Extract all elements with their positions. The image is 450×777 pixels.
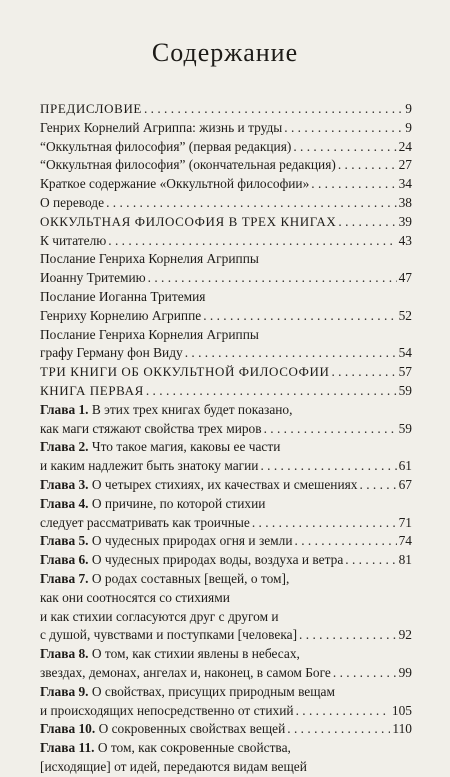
toc-entry-title — [40, 213, 336, 232]
toc-entry-title — [40, 683, 335, 702]
toc-entry-title — [40, 307, 201, 326]
toc-entry-text: О четырех стихиях, их качествах и смешениях — [88, 476, 358, 492]
dot-leader — [299, 626, 397, 645]
dot-leader — [185, 344, 397, 363]
toc-entry-text: ТРИ КНИГИ ОБ ОККУЛЬТНОЙ ФИЛОСОФИИ — [40, 364, 330, 380]
dot-leader — [311, 175, 396, 194]
toc-entry — [40, 307, 412, 326]
toc-entry-text: “Оккультная философия” (первая редакция) — [40, 138, 292, 154]
toc-entry-text: Иоанну Тритемию — [40, 270, 146, 286]
page-number: 34 — [398, 176, 412, 192]
toc-entry — [40, 420, 412, 439]
toc-entry-title — [40, 138, 291, 157]
toc-entry-title — [40, 269, 146, 288]
chapter-label: Глава 3. — [40, 476, 89, 492]
toc-entry — [40, 344, 412, 363]
toc-entry-title — [40, 589, 230, 608]
toc-entry-title — [40, 664, 331, 683]
page-number: 74 — [398, 533, 412, 549]
toc-entry-title — [40, 156, 336, 175]
toc-entry — [40, 269, 412, 288]
page-number: 81 — [398, 552, 412, 568]
toc-entry — [40, 720, 412, 739]
toc-entry — [40, 551, 412, 570]
toc-entry — [40, 194, 412, 213]
toc-entry-text: и каким надлежит быть знатоку магии — [40, 458, 259, 474]
toc-entry — [40, 608, 412, 627]
toc-entry-title — [40, 570, 289, 589]
toc-entry-title — [40, 720, 285, 739]
toc-entry-text: В этих трех книгах будет показано, — [88, 401, 293, 417]
toc-entry-title — [40, 551, 343, 570]
dot-leader — [333, 664, 397, 683]
toc-entry-text: ОККУЛЬТНАЯ ФИЛОСОФИЯ В ТРЕХ КНИГАХ — [40, 213, 337, 229]
chapter-label: Глава 5. — [40, 533, 89, 549]
toc-entry-title — [40, 232, 106, 251]
page-number: 59 — [398, 420, 412, 436]
toc-entry-text: Генрих Корнелий Агриппа: жизнь и труды — [40, 119, 283, 135]
dot-leader — [146, 382, 397, 401]
toc-entry-text: О чудесных природах огня и земли — [88, 533, 293, 549]
toc-entry-title — [40, 420, 262, 439]
toc-entry-text: О родах составных [вещей, о том], — [88, 570, 290, 586]
toc-entry-title — [40, 758, 307, 777]
toc-entry-title — [40, 344, 183, 363]
toc-entry-title — [40, 288, 205, 307]
dot-leader — [252, 514, 397, 533]
toc-entry-text: Что такое магия, каковы ее части — [88, 439, 281, 455]
toc-entry-title — [40, 608, 279, 627]
toc-entry — [40, 532, 412, 551]
toc-entry-text: О том, как стихии явлены в небесах, — [88, 646, 300, 662]
dot-leader — [296, 702, 390, 721]
toc-entry-title — [40, 495, 265, 514]
chapter-label: Глава 10. — [40, 721, 96, 737]
page-number: 71 — [398, 514, 412, 530]
chapter-label: Глава 11. — [40, 740, 95, 756]
toc-entry-text: О чудесных природах воды, воздуха и ветра — [88, 552, 344, 568]
dot-leader — [264, 420, 397, 439]
dot-leader — [287, 720, 390, 739]
toc-entry — [40, 250, 412, 269]
page-number: 9 — [405, 101, 412, 116]
toc-entry — [40, 570, 412, 589]
toc-entry-title — [40, 645, 300, 664]
toc-entry-text: как они соотносятся со стихиями — [40, 589, 230, 605]
toc-entry-text: Генриху Корнелию Агриппе — [40, 307, 202, 323]
toc-entry-text: [исходящие] от идей, передаются видам вещей — [40, 758, 307, 774]
chapter-label: Глава 8. — [40, 646, 89, 662]
toc-entry — [40, 213, 412, 232]
dot-leader — [260, 457, 396, 476]
dot-leader — [144, 100, 403, 119]
toc-entry-text: “Оккультная философия” (окончательная редакция) — [40, 157, 336, 173]
toc-entry-title — [40, 626, 297, 645]
toc-entry-text: ПРЕДИСЛОВИЕ — [40, 101, 142, 116]
toc-entry — [40, 288, 412, 307]
toc-entry-text: как маги стяжают свойства трех миров — [40, 420, 262, 436]
chapter-label: Глава 9. — [40, 683, 89, 699]
page-number: 43 — [398, 232, 412, 248]
toc-entry — [40, 514, 412, 533]
toc-entry — [40, 119, 412, 138]
toc-entry-text: звездах, демонах, ангелах и, наконец, в самом Боге — [40, 664, 331, 680]
dot-leader — [108, 232, 396, 251]
page-number: 27 — [398, 157, 412, 173]
toc-entry — [40, 138, 412, 157]
dot-leader — [338, 156, 397, 175]
page-number: 57 — [398, 364, 412, 380]
toc-entry-title — [40, 438, 280, 457]
toc-entry — [40, 363, 412, 382]
page-number: 105 — [391, 702, 412, 718]
toc-entry-text: Послание Генриха Корнелия Агриппы — [40, 251, 259, 267]
toc-entry-text: О сокровенных свойствах вещей — [95, 721, 286, 737]
toc-entry — [40, 382, 412, 401]
toc-entry — [40, 758, 412, 777]
toc-entry-title — [40, 382, 144, 401]
toc-entry-text: О причине, по которой стихии — [88, 495, 266, 511]
dot-leader — [295, 532, 397, 551]
page-number: 92 — [398, 627, 412, 643]
toc-entry-text: и как стихии согласуются друг с другом и — [40, 608, 279, 624]
toc-entry-text: О свойствах, присущих природным вещам — [88, 683, 335, 699]
toc-entry — [40, 156, 412, 175]
page-number: 67 — [398, 476, 412, 492]
chapter-label: Глава 1. — [40, 401, 89, 417]
dot-leader — [360, 476, 397, 495]
toc-entry-text: О том, как сокровенные свойства, — [94, 740, 291, 756]
toc-entry — [40, 100, 412, 119]
toc-entry-title — [40, 739, 291, 758]
toc-entry — [40, 438, 412, 457]
toc-entry-text: Краткое содержание «Оккультной философии» — [40, 176, 310, 192]
dot-leader — [203, 307, 396, 326]
toc-entry-text: следует рассматривать как троичные — [40, 514, 250, 530]
toc-entry-title — [40, 457, 258, 476]
toc-entry-title — [40, 194, 104, 213]
page-number: 59 — [398, 382, 412, 398]
toc-entry — [40, 626, 412, 645]
page-number: 61 — [398, 458, 412, 474]
toc-entry-title — [40, 250, 259, 269]
toc-entry-text: графу Герману фон Виду — [40, 345, 183, 361]
page-number: 24 — [398, 138, 412, 154]
toc-entry — [40, 739, 412, 758]
toc-entry — [40, 232, 412, 251]
toc-entry — [40, 702, 412, 721]
toc-entry-text: Послание Иоганна Тритемия — [40, 288, 206, 304]
toc-entry-title — [40, 702, 294, 721]
dot-leader — [293, 138, 396, 157]
toc-entry-title — [40, 476, 358, 495]
toc-entry-text: Послание Генриха Корнелия Агриппы — [40, 326, 259, 342]
page-number: 52 — [398, 307, 412, 323]
toc-entry — [40, 476, 412, 495]
page-number: 38 — [398, 194, 412, 210]
toc-entry — [40, 401, 412, 420]
toc-entry-title — [40, 119, 282, 138]
toc-entry — [40, 457, 412, 476]
toc-entry-title — [40, 514, 250, 533]
dot-leader — [345, 551, 396, 570]
toc-entry-title — [40, 326, 259, 345]
dot-leader — [284, 119, 403, 138]
toc-entry-title — [40, 100, 142, 119]
page-number: 39 — [398, 213, 412, 229]
toc-entry — [40, 589, 412, 608]
page-number: 99 — [398, 664, 412, 680]
toc-entry — [40, 683, 412, 702]
toc-entry — [40, 645, 412, 664]
dot-leader — [338, 213, 396, 232]
toc-entry-title — [40, 175, 309, 194]
toc-entry-text: О переводе — [40, 194, 105, 210]
table-of-contents — [40, 100, 412, 777]
toc-entry-text: и происходящих непосредственно от стихий — [40, 702, 294, 718]
dot-leader — [331, 363, 396, 382]
chapter-label: Глава 6. — [40, 552, 89, 568]
page-number: 47 — [398, 270, 412, 286]
page-number: 54 — [398, 345, 412, 361]
page-number: 110 — [392, 721, 412, 737]
chapter-label: Глава 7. — [40, 570, 89, 586]
chapter-label: Глава 2. — [40, 439, 89, 455]
toc-entry — [40, 664, 412, 683]
dot-leader — [148, 269, 397, 288]
toc-entry-text: К читателю — [40, 232, 107, 248]
page-number: 9 — [405, 119, 412, 135]
toc-entry-title — [40, 532, 293, 551]
toc-entry — [40, 495, 412, 514]
toc-entry — [40, 175, 412, 194]
toc-entry-title — [40, 363, 329, 382]
page-title: Содержание — [151, 38, 299, 67]
toc-entry-text: с душой, чувствами и поступками [человека] — [40, 627, 298, 643]
toc-entry-title — [40, 401, 292, 420]
toc-entry-text: КНИГА ПЕРВАЯ — [40, 382, 144, 398]
dot-leader — [106, 194, 397, 213]
chapter-label: Глава 4. — [40, 495, 89, 511]
toc-entry — [40, 326, 412, 345]
